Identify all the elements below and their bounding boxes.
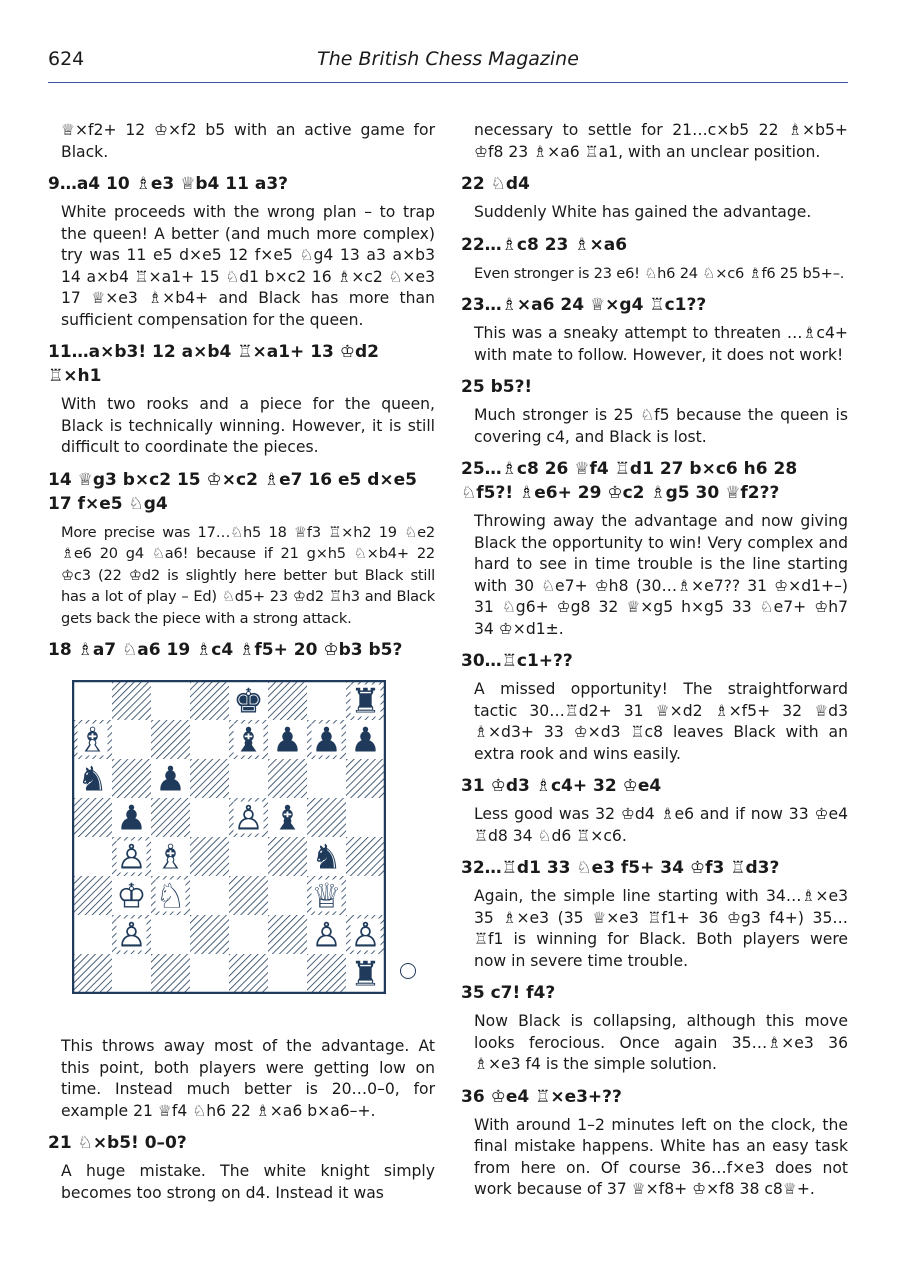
- page-number: 624: [48, 48, 85, 70]
- move-heading: 31 ♔d3 ♗c4+ 32 ♔e4: [461, 776, 662, 796]
- chess-board: [72, 680, 386, 994]
- square-c5: [151, 798, 190, 837]
- move-heading: 21 ♘×b5! 0–0?: [48, 1133, 187, 1153]
- piece-c6: ♟: [155, 759, 186, 800]
- square-h5: [346, 798, 385, 837]
- paragraph: This throws away most of the advantage. At this point, both players were getting low on time. Instead much better is 20…0–0, for example 21 ♕f4 ♘h6 22 ♗×a6 b×a6–+.: [61, 1037, 435, 1120]
- move-heading: 35 c7! f4?: [461, 983, 556, 1003]
- piece-e7: ♝: [233, 720, 264, 761]
- square-e4: [229, 837, 268, 876]
- square-c7: [151, 720, 190, 759]
- square-e6: [229, 759, 268, 798]
- square-h6: [346, 759, 385, 798]
- piece-f5: ♝: [272, 798, 303, 839]
- paragraph: With two rooks and a piece for the queen, Black is technically winning. However, it is still difficult to coordinate the pieces.: [61, 395, 435, 456]
- magazine-title: The British Chess Magazine: [317, 48, 579, 70]
- piece-h7: ♟: [350, 720, 381, 761]
- piece-b3: ♔: [116, 876, 147, 917]
- square-e1: [229, 954, 268, 993]
- paragraph: White proceeds with the wrong plan – to trap the queen! A better (and much more complex) try was 11 e5 d×e5 12 f×e5 ♘g4 13 a3 a×b3 14 a×b4 ♖×a1+ 15 ♘d1 b×c2 16 ♗×c2 ♘×e3 17 ♕×e3 ♗×b4+ and Black has more than sufficient compensation for the queen.: [61, 203, 435, 329]
- piece-b4: ♙: [116, 837, 147, 878]
- square-g1: [307, 954, 346, 993]
- square-h4: [346, 837, 385, 876]
- paragraph: Suddenly White has gained the advantage.: [474, 203, 812, 221]
- piece-g7: ♟: [311, 720, 342, 761]
- paragraph: Throwing away the advantage and now giving Black the opportunity to win! Very complex and hard to see in time trouble is the line starting with 30 ♘e7+ ♔h8 (30…♗×e7?? 31 ♔×d1+–) 31 ♘g6+ ♔g8 32 ♕×g5 h×g5 33 ♘e7+ ♔h7 34 ♔×d1±.: [474, 512, 848, 638]
- paragraph: Less good was 32 ♔d4 ♗e6 and if now 33 ♔e4 ♖d8 34 ♘d6 ♖×c6.: [474, 805, 848, 845]
- square-a8: [73, 681, 112, 720]
- move-heading: 36 ♔e4 ♖×e3+??: [461, 1086, 622, 1107]
- square-h3: [346, 876, 385, 915]
- page-header: [48, 48, 848, 83]
- paragraph: necessary to settle for 21…c×b5 22 ♗×b5+ ♔f8 23 ♗×a6 ♖a1, with an unclear position.: [474, 121, 848, 161]
- square-b7: [112, 720, 151, 759]
- piece-g4: ♞: [311, 837, 342, 878]
- piece-g2: ♙: [311, 915, 342, 956]
- paragraph: Much stronger is 25 ♘f5 because the queen is covering c4, and Black is lost.: [474, 406, 848, 446]
- piece-e8: ♚: [233, 681, 264, 722]
- paragraph: Even stronger is 23 e6! ♘h6 24 ♘×c6 ♗f6 25 b5+–.: [474, 264, 845, 282]
- paragraph: This was a sneaky attempt to threaten …♗c4+ with mate to follow. However, it does not work!: [474, 324, 848, 364]
- square-g8: [307, 681, 346, 720]
- left-column: [48, 120, 435, 1204]
- square-d1: [190, 954, 229, 993]
- side-to-move-indicator: [400, 963, 416, 979]
- square-a2: [73, 915, 112, 954]
- piece-h2: ♙: [350, 915, 381, 956]
- piece-h1: ♜: [350, 954, 381, 994]
- square-f4: [268, 837, 307, 876]
- paragraph: Again, the simple line starting with 34…♗×e3 35 ♗×e3 (35 ♕×e3 ♖f1+ 36 ♔g3 f4+) 35…♖f1 is winning for Black. Both players were now in severe time trouble.: [474, 887, 848, 970]
- piece-a6: ♞: [77, 759, 108, 800]
- square-f1: [268, 954, 307, 993]
- move-heading: 22 ♘d4: [461, 174, 530, 194]
- right-column: [461, 120, 848, 1201]
- square-b6: [112, 759, 151, 798]
- piece-c4: ♗: [155, 837, 186, 878]
- square-d7: [190, 720, 229, 759]
- square-d3: [190, 876, 229, 915]
- paragraph: ♕×f2+ 12 ♔×f2 b5 with an active game for Black.: [61, 121, 435, 161]
- move-heading: 18 ♗a7 ♘a6 19 ♗c4 ♗f5+ 20 ♔b3 b5?: [48, 640, 403, 660]
- square-d5: [190, 798, 229, 837]
- square-c8: [151, 681, 190, 720]
- square-d6: [190, 759, 229, 798]
- square-a3: [73, 876, 112, 915]
- piece-f7: ♟: [272, 720, 303, 761]
- move-heading: 22…♗c8 23 ♗×a6: [461, 234, 628, 255]
- square-b8: [112, 681, 151, 720]
- paragraph: With around 1–2 minutes left on the clock, the final mistake happens. White has an easy task from here on. Of course 36…f×e3 does not work because of 37 ♕×f8+ ♔×f8 38 c8♕+.: [474, 1115, 848, 1198]
- chess-diagram: [48, 680, 428, 1030]
- piece-h8: ♜: [350, 681, 381, 722]
- square-a4: [73, 837, 112, 876]
- square-f8: [268, 681, 307, 720]
- square-f3: [268, 876, 307, 915]
- square-e2: [229, 915, 268, 954]
- piece-b5: ♟: [116, 798, 147, 839]
- move-heading: 11…a×b3! 12 a×b4 ♖×a1+ 13 ♔d2 ♖×h1: [48, 342, 380, 386]
- move-heading: 25…♗c8 26 ♕f4 ♖d1 27 b×c6 h6 28 ♘f5?! ♗e6+ 29 ♔c2 ♗g5 30 ♕f2??: [461, 459, 798, 503]
- paragraph: More precise was 17…♘h5 18 ♕f3 ♖×h2 19 ♘e2 ♗e6 20 g4 ♘a6! because if 21 g×h5 ♘×b4+ 22 ♔c3 (22 ♔d2 is slightly here better but Black still has a lot of play – Ed) ♘d5+ 23 ♔d2 ♖h3 and Black gets back the piece with a strong attack.: [61, 523, 435, 627]
- square-f6: [268, 759, 307, 798]
- square-g6: [307, 759, 346, 798]
- piece-b2: ♙: [116, 915, 147, 956]
- square-a1: [73, 954, 112, 993]
- square-d2: [190, 915, 229, 954]
- paragraph: A missed opportunity! The straightforward tactic 30…♖d2+ 31 ♕×d2 ♗×f5+ 32 ♕d3 ♗×d3+ 33 ♔×d3 ♖c8 leaves Black with an extra rook and wins easily.: [474, 680, 848, 763]
- piece-c3: ♘: [155, 876, 186, 917]
- paragraph: Now Black is collapsing, although this move looks ferocious. Once again 35…♗×e3 36 ♗×e3 f4 is the simple solution.: [474, 1012, 848, 1073]
- square-f2: [268, 915, 307, 954]
- piece-g3: ♕: [311, 876, 342, 917]
- move-heading: 14 ♕g3 b×c2 15 ♔×c2 ♗e7 16 e5 d×e5 17 f×e5 ♘g4: [48, 469, 417, 514]
- piece-e5: ♙: [233, 798, 264, 839]
- move-heading: 32…♖d1 33 ♘e3 f5+ 34 ♔f3 ♖d3?: [461, 858, 780, 878]
- square-c2: [151, 915, 190, 954]
- move-heading: 9…a4 10 ♗e3 ♕b4 11 a3?: [48, 174, 289, 194]
- square-b1: [112, 954, 151, 993]
- move-heading: 30…♖c1+??: [461, 651, 573, 671]
- square-d4: [190, 837, 229, 876]
- square-a5: [73, 798, 112, 837]
- move-heading: 25 b5?!: [461, 377, 533, 397]
- move-heading: 23…♗×a6 24 ♕×g4 ♖c1??: [461, 295, 707, 315]
- square-g5: [307, 798, 346, 837]
- square-e3: [229, 876, 268, 915]
- piece-a7: ♗: [77, 720, 108, 761]
- paragraph: A huge mistake. The white knight simply becomes too strong on d4. Instead it was: [61, 1162, 435, 1202]
- square-d8: [190, 681, 229, 720]
- square-c1: [151, 954, 190, 993]
